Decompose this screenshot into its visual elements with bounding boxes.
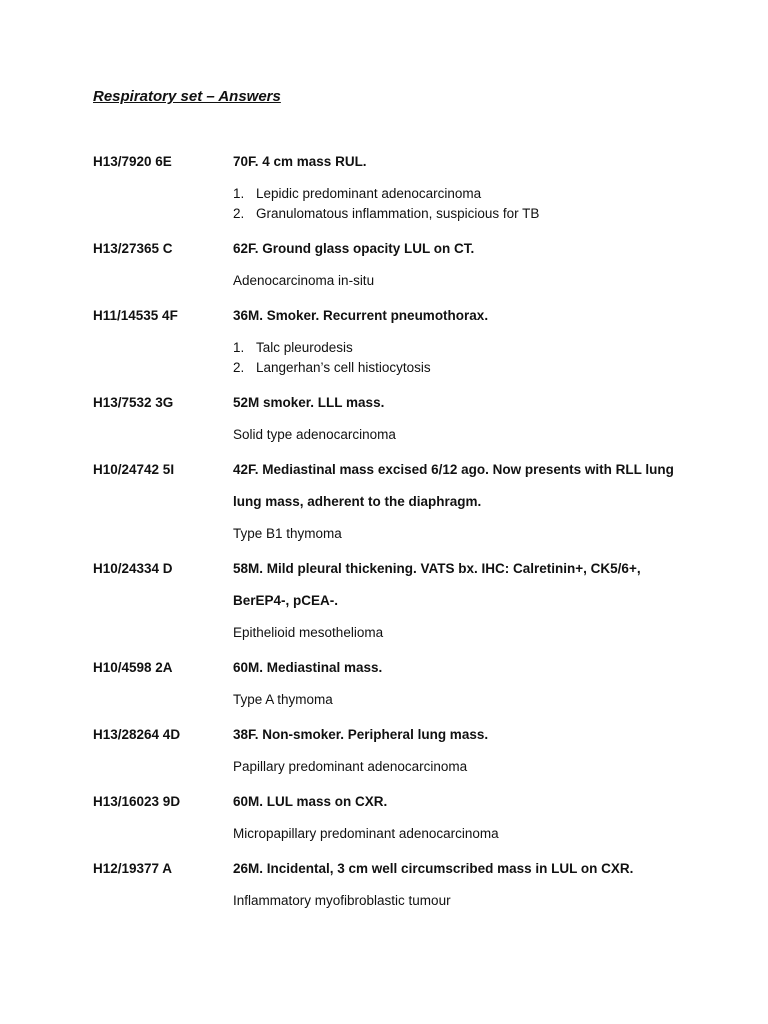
case-answer [233,824,713,844]
case-header-row [93,460,713,512]
case-id: H10/24742 5I [93,462,175,477]
answer-list-item [233,338,713,358]
answer-number: 2. [233,206,245,221]
answer-number: 1. [233,186,245,201]
case-header-row [93,792,713,812]
case-history-line: BerEP4-, pCEA-. [233,593,339,608]
case-id: H13/7920 6E [93,154,172,169]
case-history-line: 70F. 4 cm mass RUL. [233,154,367,169]
answer-list-item [233,204,713,224]
case-entry [93,658,713,710]
case-answer [233,623,713,643]
case-entry [93,725,713,777]
case-history [233,239,474,259]
answer-list [233,338,713,378]
case-history [233,725,488,745]
case-history [233,306,488,326]
answer-text: Type A thymoma [233,692,333,707]
case-answer [233,757,713,777]
case-history-line: 26M. Incidental, 3 cm well circumscribed mass in LUL on CXR. [233,861,634,876]
case-entry [93,306,713,378]
case-answer [233,690,713,710]
case-header-row [93,725,713,745]
answer-text: Inflammatory myofibroblastic tumour [233,893,451,908]
case-entry [93,792,713,844]
case-header-row [93,859,713,879]
case-history [233,152,367,172]
case-history [233,859,633,879]
answer-text: Solid type adenocarcinoma [233,427,396,442]
case-history [233,393,384,413]
case-header-row [93,658,713,678]
answer-number: 2. [233,360,245,375]
answer-text: Adenocarcinoma in-situ [233,273,375,288]
case-history-line: 52M smoker. LLL mass. [233,395,385,410]
answer-text: Papillary predominant adenocarcinoma [233,759,468,774]
answer-text: Type B1 thymoma [233,526,342,541]
case-entry [93,393,713,445]
answer-text: Granulomatous inflammation, suspicious for TB [256,206,540,221]
answer-text: Lepidic predominant adenocarcinoma [256,186,482,201]
answer-text: Epithelioid mesothelioma [233,625,384,640]
answer-text: Talc pleurodesis [256,340,353,355]
case-id: H13/16023 9D [93,794,181,809]
case-history-line: 60M. Mediastinal mass. [233,660,383,675]
case-entry [93,460,713,544]
case-history [233,460,674,512]
case-id: H13/27365 C [93,241,173,256]
case-history-line: 60M. LUL mass on CXR. [233,794,388,809]
case-entry [93,152,713,224]
case-history [233,792,387,812]
case-entry [93,239,713,291]
answer-text: Langerhan’s cell histiocytosis [256,360,431,375]
case-answer [233,524,713,544]
case-header-row [93,239,713,259]
case-answer [233,425,713,445]
answer-text: Micropapillary predominant adenocarcinoma [233,826,499,841]
case-history-line: 36M. Smoker. Recurrent pneumothorax. [233,308,489,323]
case-history-line: 42F. Mediastinal mass excised 6/12 ago. Now presents with RLL lung [233,462,674,477]
case-id: H12/19377 A [93,861,173,876]
case-header-row [93,306,713,326]
case-history-line: 58M. Mild pleural thickening. VATS bx. IHC: Calretinin+, CK5/6+, [233,561,641,576]
case-entry [93,559,713,643]
case-id: H11/14535 4F [93,308,178,323]
case-history-line: 38F. Non-smoker. Peripheral lung mass. [233,727,489,742]
answer-list-item [233,184,713,204]
answer-list [233,184,713,224]
case-id: H10/4598 2A [93,660,173,675]
case-answer [233,184,713,224]
case-answer [233,338,713,378]
page-title: Respiratory set – Answers [93,88,281,105]
case-answer [233,271,713,291]
case-history-line: lung mass, adherent to the diaphragm. [233,494,482,509]
case-list [93,152,713,926]
case-id: H10/24334 D [93,561,173,576]
case-history-line: 62F. Ground glass opacity LUL on CT. [233,241,475,256]
answer-list-item [233,358,713,378]
case-header-row [93,152,713,172]
case-history [233,559,641,611]
case-id: H13/28264 4D [93,727,181,742]
case-id: H13/7532 3G [93,395,174,410]
answer-number: 1. [233,340,245,355]
case-history [233,658,382,678]
case-answer [233,891,713,911]
case-header-row [93,393,713,413]
case-entry [93,859,713,911]
case-header-row [93,559,713,611]
